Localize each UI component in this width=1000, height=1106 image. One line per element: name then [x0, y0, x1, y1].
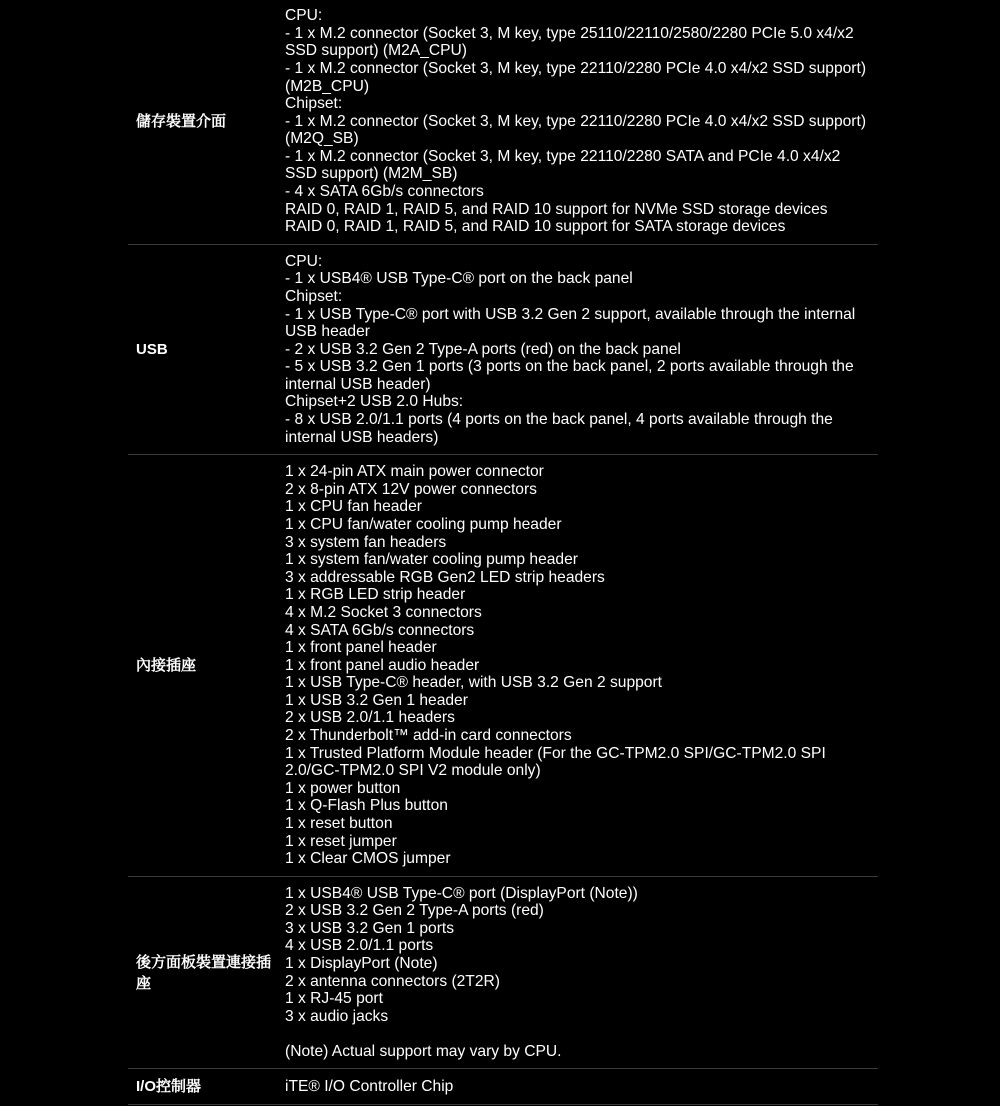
spec-line: 1 x system fan/water cooling pump header [285, 551, 578, 569]
spec-line: 3 x system fan headers [285, 533, 447, 551]
spec-label: 後方面板裝置連接插座 [136, 953, 272, 992]
spec-line: CPU: [285, 7, 323, 25]
spec-line: 1 x DisplayPort (Note) [285, 954, 438, 972]
spec-line: (M2B_CPU) [285, 77, 370, 95]
spec-line: SSD support) (M2M_SB) [285, 165, 458, 183]
spec-line: 1 x front panel header [285, 639, 437, 657]
spec-line: 1 x Trusted Platform Module header (For the GC-TPM2.0 SPI/GC-TPM2.0 SPI [285, 744, 826, 762]
spec-row-back-panel-connectors [128, 877, 878, 1069]
spec-line: 1 x front panel audio header [285, 656, 480, 674]
spec-line: 1 x USB Type-C® header, with USB 3.2 Gen 2 support [285, 674, 662, 692]
spec-line: RAID 0, RAID 1, RAID 5, and RAID 10 support for NVMe SSD storage devices [285, 200, 828, 218]
spec-line: - 1 x USB4® USB Type-C® port on the back panel [285, 270, 633, 288]
spec-line: - 8 x USB 2.0/1.1 ports (4 ports on the back panel, 4 ports available through the [285, 411, 833, 429]
spec-line: - 4 x SATA 6Gb/s connectors [285, 183, 484, 201]
spec-line: internal USB header) [285, 375, 431, 393]
spec-line: 2 x 8-pin ATX 12V power connectors [285, 480, 537, 498]
spec-line: iTE® I/O Controller Chip [285, 1077, 454, 1095]
spec-line: Chipset+2 USB 2.0 Hubs: [285, 393, 464, 411]
spec-value [285, 253, 878, 447]
spec-line: 2 x USB 2.0/1.1 headers [285, 709, 455, 727]
spec-line: CPU: [285, 252, 323, 270]
spec-line: - 1 x USB Type-C® port with USB 3.2 Gen 2 support, available through the internal [285, 305, 856, 323]
spec-line: SSD support) (M2A_CPU) [285, 42, 467, 60]
spec-line-note: (Note) Actual support may vary by CPU. [285, 1042, 562, 1060]
spec-value [285, 885, 878, 1061]
spec-line: 1 x CPU fan/water cooling pump header [285, 515, 562, 533]
spec-line: 2 x USB 3.2 Gen 2 Type-A ports (red) [285, 902, 544, 920]
spec-line: - 1 x M.2 connector (Socket 3, M key, type 25110/22110/2580/2280 PCIe 5.0 x4/x2 [285, 24, 854, 42]
spec-line: 1 x USB4® USB Type-C® port (DisplayPort (Note)) [285, 884, 638, 902]
spec-line: 3 x audio jacks [285, 1007, 389, 1025]
spec-line: - 1 x M.2 connector (Socket 3, M key, type 22110/2280 SATA and PCIe 4.0 x4/x2 [285, 147, 841, 165]
spec-label: 儲存裝置介面 [136, 113, 227, 130]
spec-line: 1 x power button [285, 779, 401, 797]
spec-line: 4 x M.2 Socket 3 connectors [285, 603, 482, 621]
spec-line: 1 x 24-pin ATX main power connector [285, 463, 544, 481]
spec-line: 2 x Thunderbolt™ add-in card connectors [285, 727, 572, 745]
spec-line: 1 x reset jumper [285, 832, 397, 850]
spec-line: 1 x Clear CMOS jumper [285, 850, 451, 868]
spec-line-blank [285, 1025, 878, 1043]
spec-line: 3 x USB 3.2 Gen 1 ports [285, 919, 455, 937]
spec-line: USB header [285, 323, 370, 341]
spec-line: - 1 x M.2 connector (Socket 3, M key, type 22110/2280 PCIe 4.0 x4/x2 SSD support) [285, 59, 867, 77]
spec-line: (M2Q_SB) [285, 130, 359, 148]
spec-label: USB [136, 341, 168, 358]
spec-line: Chipset: [285, 95, 343, 113]
spec-line: Chipset: [285, 287, 343, 305]
spec-value [285, 463, 878, 868]
spec-line: 2.0/GC-TPM2.0 SPI V2 module only) [285, 762, 541, 780]
spec-table [128, 0, 878, 1105]
spec-row-io-controller [128, 1069, 878, 1105]
spec-label: 內接插座 [136, 657, 197, 674]
spec-row-storage [128, 0, 878, 245]
spec-line: 1 x Q-Flash Plus button [285, 797, 448, 815]
spec-line: 1 x RJ-45 port [285, 990, 383, 1008]
spec-row-internal-connectors [128, 455, 878, 877]
spec-line: 1 x USB 3.2 Gen 1 header [285, 691, 468, 709]
spec-line: 1 x reset button [285, 815, 393, 833]
spec-label: I/O控制器 [136, 1078, 202, 1095]
spec-line: 4 x SATA 6Gb/s connectors [285, 621, 475, 639]
spec-line: - 1 x M.2 connector (Socket 3, M key, type 22110/2280 PCIe 4.0 x4/x2 SSD support) [285, 112, 867, 130]
spec-line: 3 x addressable RGB Gen2 LED strip headers [285, 568, 605, 586]
spec-line: 2 x antenna connectors (2T2R) [285, 972, 500, 990]
spec-line: 4 x USB 2.0/1.1 ports [285, 937, 434, 955]
spec-line: 1 x CPU fan header [285, 498, 422, 516]
spec-row-usb [128, 245, 878, 455]
spec-line: - 5 x USB 3.2 Gen 1 ports (3 ports on the back panel, 2 ports available through the [285, 358, 854, 376]
spec-value [285, 1078, 878, 1096]
spec-line: RAID 0, RAID 1, RAID 5, and RAID 10 support for SATA storage devices [285, 218, 786, 236]
spec-value [285, 7, 878, 236]
spec-line: internal USB headers) [285, 428, 439, 446]
spec-line: 1 x RGB LED strip header [285, 586, 466, 604]
spec-line: - 2 x USB 3.2 Gen 2 Type-A ports (red) on the back panel [285, 340, 681, 358]
